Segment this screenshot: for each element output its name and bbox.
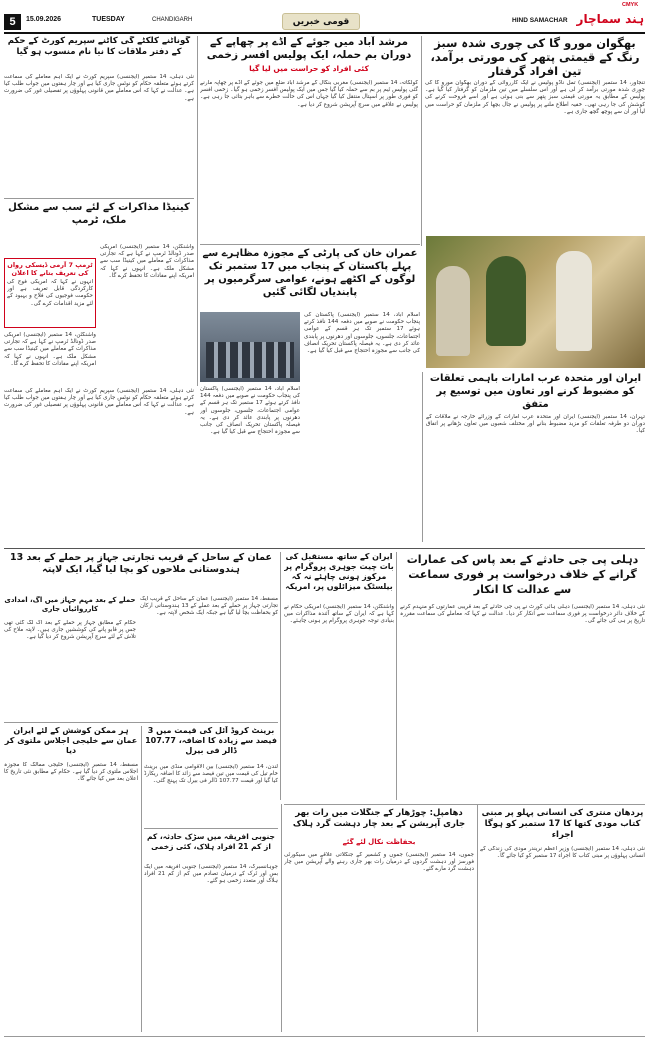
headline-jk-operation: دھامپل: چوڑھار کے جنگلات میں رات بھر جاری آپریشن کے بعد چار دہشت گرد ہلاک [292, 808, 466, 829]
boxed-trump-army [4, 258, 96, 328]
divider [197, 36, 198, 386]
divider [281, 804, 282, 1032]
headline-punjab-ban: عمران خان کی پارٹی کے مجوزہ مظاہرے سے پہلے پاکستان کے پنجاب میں 17 ستمبر تک لوگوں کے اکٹھے ہونے، عوامی سرگرمیوں پر پابندیاں لگائی گئیں [202, 248, 418, 298]
body-ship-fire: حکام کے مطابق جہاز پر حملے کے بعد آگ لگ گئی تھی جس پر قابو پانے کی کوششیں جاری ہیں۔ لاپتہ ملاح کی تلاش کے لئے سرچ آپریشن شروع کر دیا گیا ہے۔ [4, 620, 136, 641]
body-brent-crude: لندن، 14 ستمبر (ایجنسی) بین الاقوامی منڈی میں برینٹ خام تیل کی قیمت میں تین فیصد سے زائد کا اضافہ ریکارڈ کیا گیا اور قیمت 107.77 ڈالر فی بیرل تک پہنچ گئی۔ [144, 764, 278, 785]
divider [280, 552, 281, 800]
section-label: قومی خبریں [282, 13, 360, 30]
masthead [0, 0, 649, 34]
divider [422, 372, 423, 542]
crowd-photo [200, 312, 300, 382]
body-statue-theft: تنجاور، 14 ستمبر (ایجنسی) تمل ناڈو پولیس نے ایک کارروائی کے دوران بھگوان مورو گا کی چوری شدہ مورتی برآمد کر لی ہے اور اس سلسلے میں تین ملزمان کو گرفتار کیا گیا ہے۔ پولیس کے مطابق یہ مورتی قیمتی سبز پتھر سے بنی ہوئی ہے اور اسے فروخت کرنے کی کوشش کی جا رہی تھی۔ خفیہ اطلاع ملنے پر پولیس نے جال بچھا کر ملزمان کو حراست میں لیا اور ان سے پوچھ گچھ جاری ہے۔ [425, 80, 645, 115]
divider [4, 722, 278, 723]
body-supreme-court: نئی دہلی، 14 ستمبر (ایجنسی) سپریم کورٹ نے ایک اہم معاملے کی سماعت کرتے ہوئے متعلقہ حکام کو نوٹس جاری کیا ہے اور چار ہفتوں میں جواب طلب کیا ہے۔ عدالت نے کہا کہ اس معاملے میں قانونی پہلوؤں پر تفصیلی غور کی ضرورت ہے۔ [4, 74, 194, 102]
page-number-badge: 5 [4, 14, 21, 30]
headline-ship-fire: حملے کے بعد مہم جہاز میں آگ، امدادی کارروائیاں جاری [4, 596, 136, 613]
body-oman-ship: مسقط، 14 ستمبر (ایجنسی) عمان کے ساحل کے قریب ایک تجارتی جہاز پر حملے کے بعد عملے کے 13 ہندوستانی ارکان کو بحفاظت بچا لیا گیا ہے جبکہ ایک شخص لاپتہ ہے۔ [140, 596, 278, 617]
person-figure [436, 266, 470, 356]
statue-figure [486, 256, 526, 346]
divider [200, 244, 420, 245]
body-left-mid: نئی دہلی، 14 ستمبر (ایجنسی) سپریم کورٹ نے ایک اہم معاملے کی سماعت کرتے ہوئے متعلقہ حکام کو نوٹس جاری کیا ہے اور چار ہفتوں میں جواب طلب کیا ہے۔ عدالت نے کہا کہ اس معاملے میں قانونی پہلوؤں پر تفصیلی غور کی ضرورت ہے۔ [4, 388, 194, 416]
body-canada-trump: واشنگٹن، 14 ستمبر (ایجنسی) امریکی صدر ڈونالڈ ٹرمپ نے کہا ہے کہ تجارتی مذاکرات کے معاملے میں کینیڈا سب سے مشکل ملک ہے۔ انہوں نے کہا کہ امریکہ اپنے مفادات کا تحفظ کرے گا۔ [100, 244, 194, 279]
body-iran-us: واشنگٹن، 14 ستمبر (ایجنسی) امریکی حکام نے کہا ہے کہ ایران کے ساتھ آئندہ مذاکرات میں بنیادی توجہ جوہری پروگرام پر ہونی چاہئے۔ [284, 604, 394, 625]
divider [396, 552, 397, 800]
crowd-heads [206, 342, 294, 378]
body-murshidabad: کولکاتہ، 14 ستمبر (ایجنسی) مغربی بنگال کے مرشد آباد ضلع میں جوئے کے اڈے پر چھاپہ مارنے گئی پولیس ٹیم پر بم سے حملہ کیا گیا جس میں ایک پولیس افسر زخمی ہو گیا۔ زخمی افسر کو فوری طور پر اسپتال منتقل کیا گیا جہاں اس کی حالت خطرے سے باہر بتائی جا رہی ہے۔ پولیس نے علاقے میں سرچ آپریشن شروع کر دیا ہے۔ [200, 80, 418, 108]
brand-english: HIND SAMACHAR [512, 17, 568, 24]
brand-logo: ہند سماچار [576, 12, 644, 26]
page-bottom-rule [4, 1036, 645, 1037]
headline-canada-trump: کینیڈا مذاکرات کے لئے سب سے مشکل ملک، ٹرمپ [8, 202, 190, 226]
kicker-murshidabad: کئی افراد کو حراست میں لیا گیا [249, 64, 369, 73]
issue-city: CHANDIGARH [152, 17, 193, 23]
body-modi-book: نئی دہلی، 14 ستمبر (ایجنسی) وزیر اعظم نریندر مودی کی زندگی کے انسانی پہلوؤں پر مبنی کتاب کا اجراء 17 ستمبر کو کیا جائے گا۔ [480, 846, 645, 860]
divider [477, 804, 478, 1032]
headline-murshidabad: مرشد آباد میں جوئے کے اڈے پر چھاپے کے دوران بم حملہ، ایک پولیس افسر زخمی [206, 36, 412, 61]
headline-brent-crude: برینٹ کروڈ آئل کی قیمت میں 3 فیصد سے زیادہ کا اضافہ، 107.77 ڈالر فی بیرل [145, 726, 277, 755]
body-sa-accident: جوہانسبرگ، 14 ستمبر (ایجنسی) جنوبی افریقہ میں ایک بس اور ٹرک کے درمیان تصادم میں کم از کم 21 افراد ہلاک اور متعدد زخمی ہو گئے۔ [144, 864, 278, 885]
issue-weekday: TUESDAY [92, 16, 125, 23]
divider [421, 36, 422, 246]
masthead-rule [4, 32, 645, 34]
divider [144, 828, 278, 829]
issue-date: 15.09.2026 [26, 16, 62, 23]
headline-gulf-meeting: ہر ممکن کوشش کے لئے ایران عمان سے خلیجی اجلاس ملتوی کر دیا [4, 726, 138, 755]
divider [141, 726, 142, 1032]
body-trump-army-cont: واشنگٹن، 14 ستمبر (ایجنسی) امریکی صدر ڈونالڈ ٹرمپ نے کہا ہے کہ تجارتی مذاکرات کے معاملے میں کینیڈا سب سے مشکل ملک ہے۔ انہوں نے کہا کہ امریکہ اپنے مفادات کا تحفظ کرے گا۔ [4, 332, 96, 367]
headline-iran-uae: ایران اور متحدہ عرب امارات باہمی تعلقات کو مضبوط کرنے اور تعاون میں توسیع پر متفق [429, 373, 642, 410]
highlight-trump-army: ٹرمپ 7 آرمی ڈیسکی رواں کی تعریف بتانے کا اعلان [7, 261, 93, 277]
headline-delhi-pg: دہلی پی جی حادثے کے بعد پاس کی عمارات گرانے کے خلاف درخواست پر فوری سماعت سے عدالت کا انکار [406, 553, 639, 596]
body-iran-uae: تہران، 14 ستمبر (ایجنسی) ایران اور متحدہ عرب امارات کے وزرائے خارجہ نے ملاقات کے دوران دو طرفہ تعلقات کو مزید مضبوط بنانے اور مختلف شعبوں میں تعاون بڑھانے پر اتفاق کیا۔ [426, 414, 645, 435]
headline-modi-book: پردھان منتری کی انسانی پہلو پر مبنی کتاب مودی کتھا کا 17 ستمبر کو ہوگا اجراء [481, 808, 644, 840]
divider [4, 198, 194, 199]
headline-sa-accident: جنوبی افریقہ میں سڑک حادثہ، کم از کم 21 افراد ہلاک، کئی زخمی [147, 832, 275, 851]
statue-photo [426, 236, 645, 368]
section-rule [4, 548, 645, 549]
body-delhi-pg: نئی دہلی، 14 ستمبر (ایجنسی) دہلی ہائی کورٹ نے پی جی حادثے کے بعد قریبی عمارتوں کو منہدم کرنے کے خلاف دائر درخواست پر فوری سماعت سے انکار کر دیا۔ عدالت نے کہا کہ معاملے کی سماعت مقررہ تاریخ پر ہی کی جائے گی۔ [400, 604, 645, 625]
body-punjab-ban: اسلام آباد، 14 ستمبر (ایجنسی) پاکستان کی پنجاب حکومت نے صوبے میں دفعہ 144 نافذ کرتے ہوئے 17 ستمبر تک ہر قسم کے عوامی اجتماعات، جلسوں، جلوسوں اور دھرنوں پر پابندی عائد کر دی ہے۔ یہ فیصلہ پاکستان تحریک انصاف کی جانب سے مجوزہ احتجاج سے قبل کیا گیا ہے۔ [304, 312, 420, 355]
highlight-jk-operation: بحفاظت نکال لئے گئے [342, 838, 416, 846]
headline-statue-theft: بھگوان مورو گا کی چوری شدہ سبز رنگ کے قیمتی پتھر کی مورتی برآمد، تین افراد گرفتار [430, 36, 640, 78]
headline-oman-ship: عمان کے ساحل کے قریب تجارتی جہاز پر حملے کے بعد 13 ہندوستانی ملاحوں کو بچا لیا گیا، ایک لاپتہ [9, 552, 273, 575]
body-jk-operation: جموں، 14 ستمبر (ایجنسی) جموں و کشمیر کے جنگلاتی علاقے میں سیکورٹی فورسز اور دہشت گردوں کے درمیان رات بھر جاری رہنے والے آپریشن میں چار دہشت گرد مارے گئے۔ [284, 852, 474, 873]
headline-iran-us: ایران کے ساتھ مستقبل کی بات چیت جوہری پروگرام پر مرکوز ہونی چاہئے نہ کہ بیلسٹک میزائلوں پر، امریکہ [284, 552, 394, 591]
body-trump-army: انہوں نے کہا کہ امریکی فوج کی کارکردگی قابل تعریف ہے اور حکومت فوجیوں کی فلاح و بہبود کے لئے مزید اقدامات کرے گی۔ [7, 279, 93, 307]
cmyk-marker: CMYK [622, 2, 639, 8]
headline-supreme-court: گوناٹنے کلکٹے گی کاٹنے سپریم کورٹ کے حکم کے دفتر ملاقات کا نیا نام منسوب ہو گیا [7, 36, 191, 57]
person-figure [556, 251, 592, 351]
body-gulf-meeting: مسقط، 14 ستمبر (ایجنسی) خلیجی ممالک کا مجوزہ اجلاس ملتوی کر دیا گیا ہے۔ حکام کے مطابق نئی تاریخ کا اعلان بعد میں کیا جائے گا۔ [4, 762, 138, 783]
body-punjab-ban-cont: اسلام آباد، 14 ستمبر (ایجنسی) پاکستان کی پنجاب حکومت نے صوبے میں دفعہ 144 نافذ کرتے ہوئے 17 ستمبر تک ہر قسم کے عوامی اجتماعات، جلسوں، جلوسوں اور دھرنوں پر پابندی عائد کر دی ہے۔ یہ فیصلہ پاکستان تحریک انصاف کی جانب سے مجوزہ احتجاج سے قبل کیا گیا ہے۔ [200, 386, 300, 436]
divider [284, 804, 645, 805]
